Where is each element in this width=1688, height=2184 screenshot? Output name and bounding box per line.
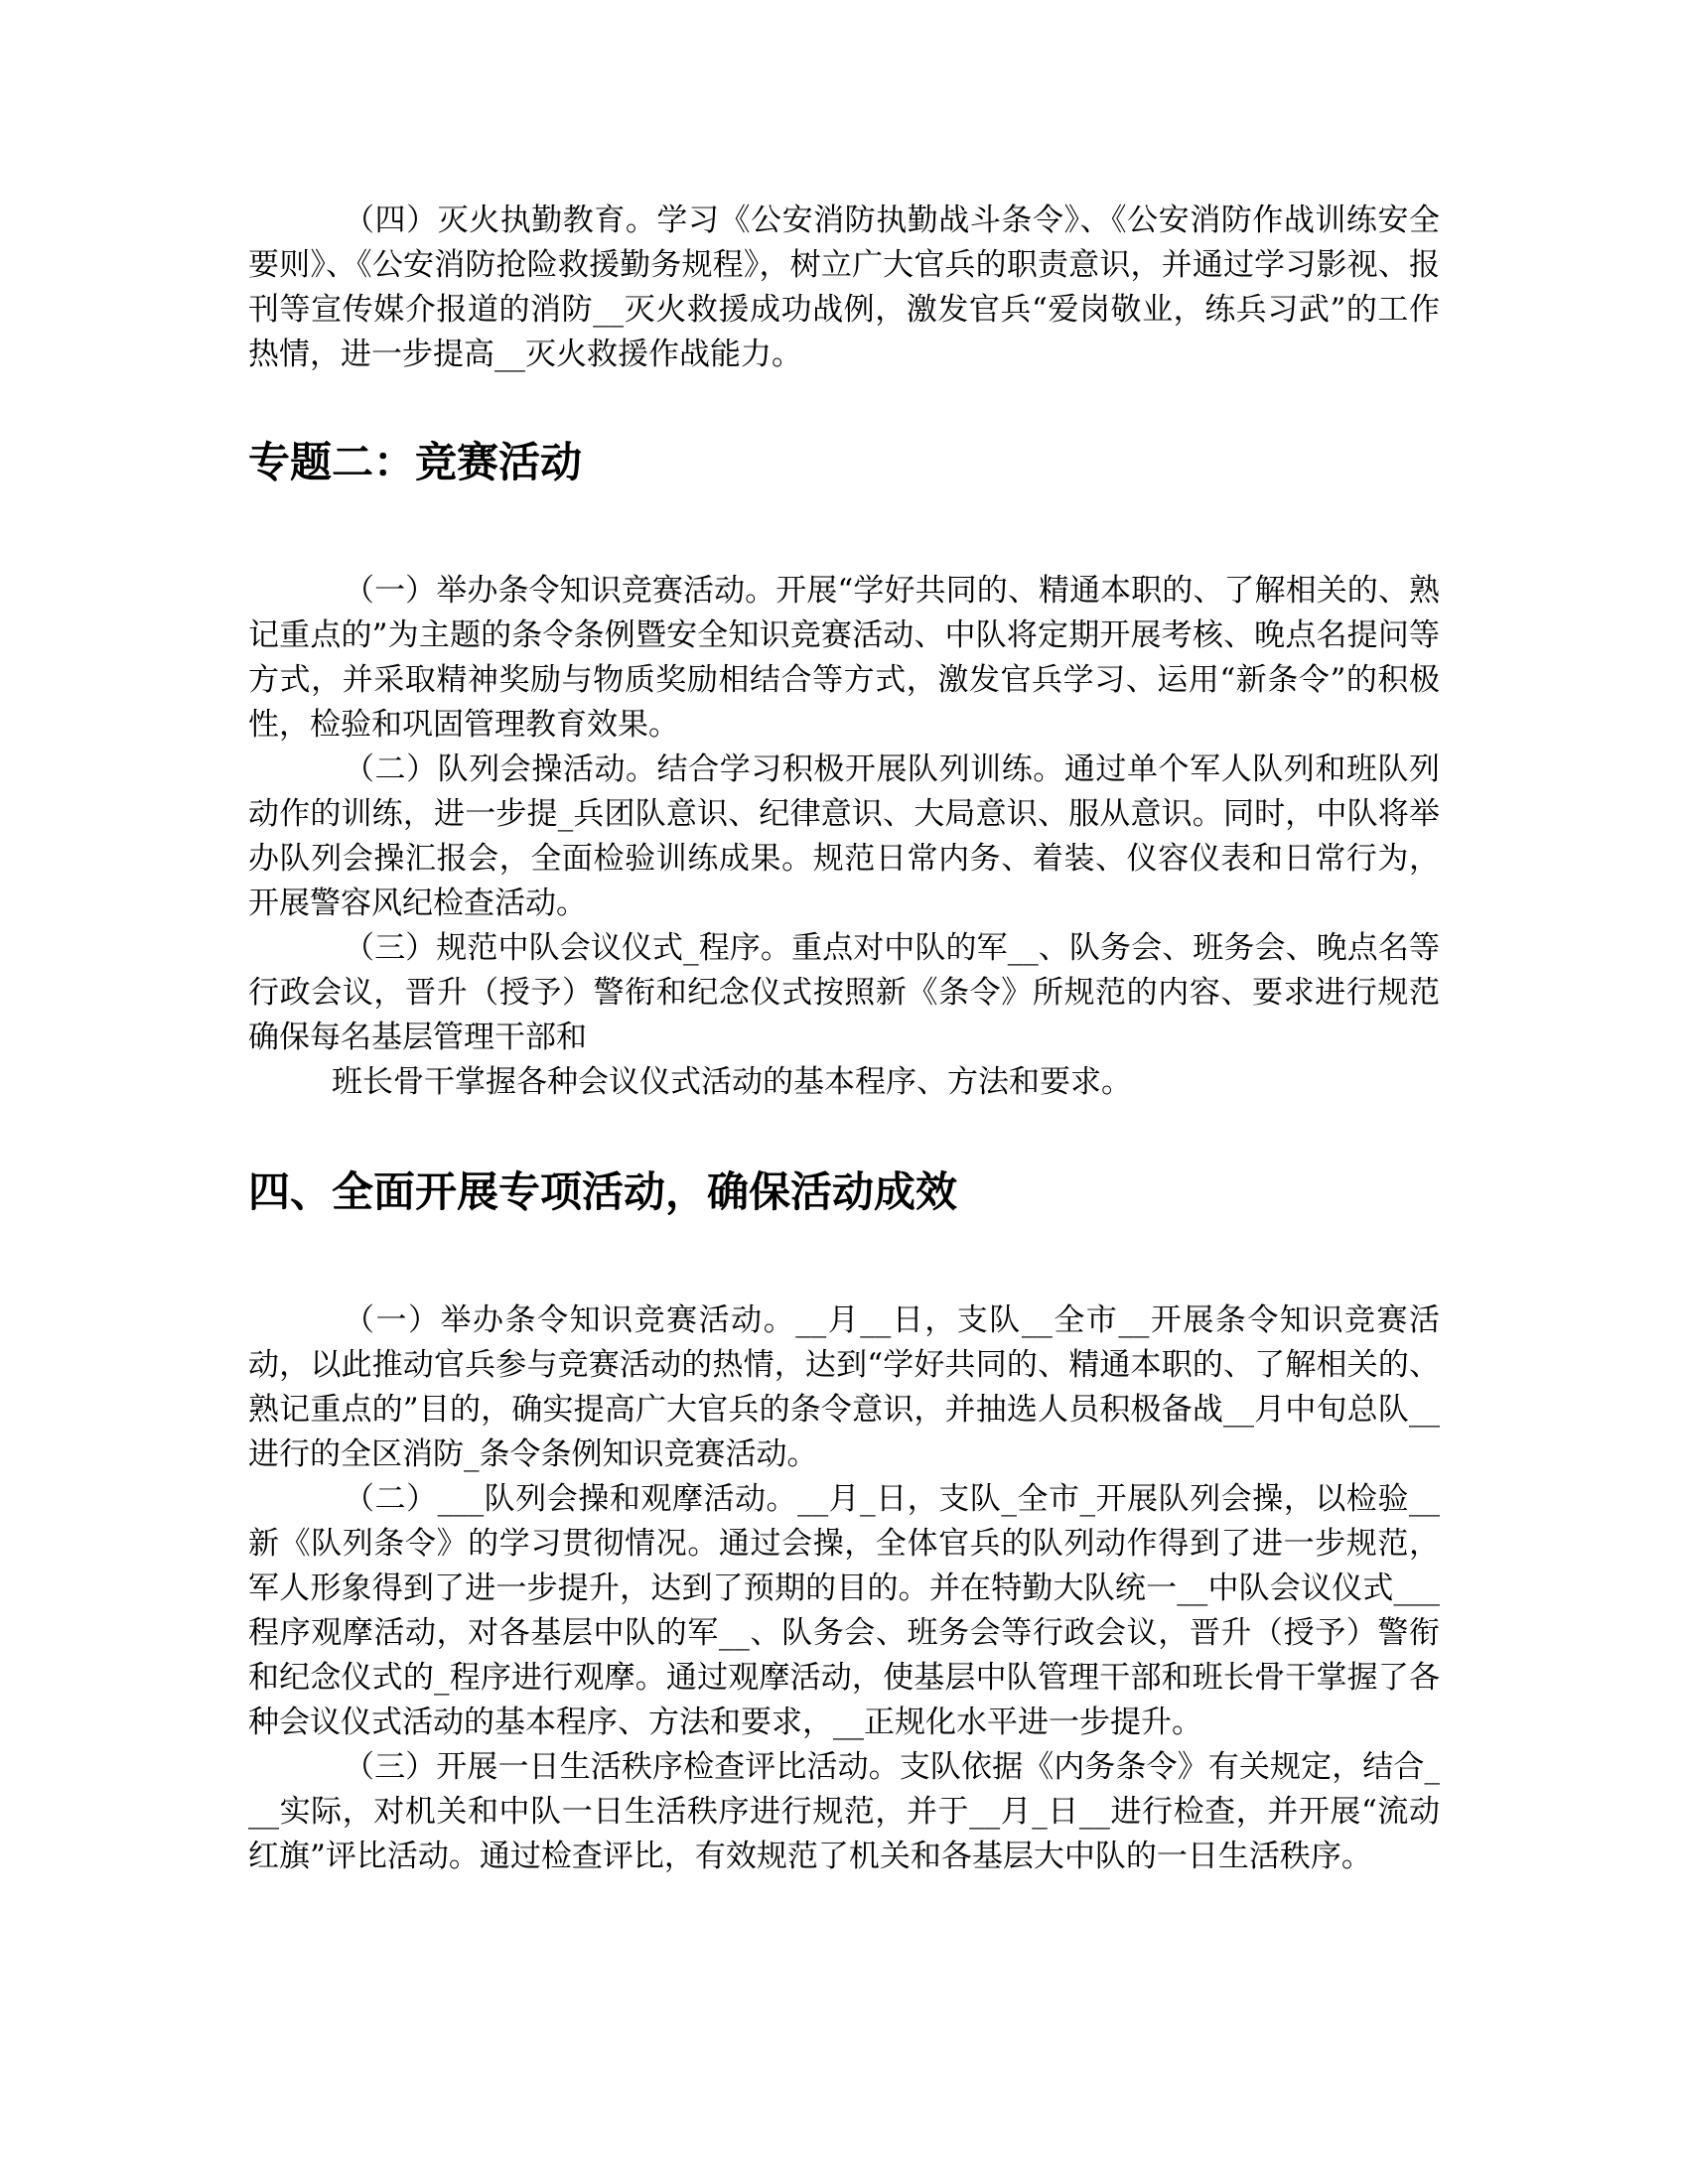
- paragraph-fire-duty-education: （四）灭火执勤教育。学习《公安消防执勤战斗条令》、《公安消防作战训练安全要则》、《公安消防抢险救援勤务规程》，树立广大官兵的职责意识，并通过学习影视、报刊等宣传媒介报道的消防__灭火救援成功战例，激发官兵“爱岗敬业，练兵习武”的工作热情，进一步提高__灭火救援作战能力。: [248, 203, 1440, 372]
- paragraph-daily-order-inspection: （三）开展一日生活秩序检查评比活动。支队依据《内务条令》有关规定，结合___实际，对机关和中队一日生活秩序进行规范，并于__月_日__进行检查，并开展“流动红旗”评比活动。通过检查评比，有效规范了机关和各基层大中队的一日生活秩序。: [248, 1749, 1440, 1874]
- section-four-body: [248, 1298, 1440, 1879]
- paragraph-meeting-ceremony-procedure: （三）规范中队会议仪式_程序。重点对中队的军__、队务会、班务会、晚点名等行政会议，晋升（授予）警衔和纪念仪式按照新《条令》所规范的内容、要求进行规范确保每名基层管理干部和: [248, 930, 1440, 1055]
- paragraph-drill-competition: （二）队列会操活动。结合学习积极开展队列训练。通过单个军人队列和班队列动作的训练，进一步提_兵团队意识、纪律意识、大局意识、服从意识。同时，中队将举办队列会操汇报会，全面检验训练成果。规范日常内务、着装、仪容仪表和日常行为，开展警容风纪检查活动。: [248, 751, 1440, 921]
- heading-section-four: 四、全面开展专项活动，确保活动成效: [248, 1167, 958, 1216]
- document-page: [248, 199, 1440, 1879]
- paragraph-knowledge-contest-event: （一）举办条令知识竞赛活动。__月__日，支队__全市__开展条令知识竞赛活动，以此推动官兵参与竞赛活动的热情，达到“学好共同的、精通本职的、了解相关的、熟记重点的”目的，确实提高广大官兵的条令意识，并抽选人员积极备战__月中旬总队__进行的全区消防_条令条例知识竞赛活动。: [248, 1302, 1440, 1472]
- paragraph-drill-observation-event: （二）___队列会操和观摩活动。__月_日，支队_全市_开展队列会操，以检验__新《队列条令》的学习贯彻情况。通过会操，全体官兵的队列动作得到了进一步规范，军人形象得到了进一步提升，达到了预期的目的。并在特勤大队统一__中队会议仪式___程序观摩活动，对各基层中队的军__、队务会、班务会等行政会议，晋升（授予）警衔和纪念仪式的_程序进行观摩。通过观摩活动，使基层中队管理干部和班长骨干掌握了各种会议仪式活动的基本程序、方法和要求，__正规化水平进一步提升。: [248, 1481, 1440, 1740]
- topic-two-section: [248, 569, 1440, 1105]
- paragraph-regulation-knowledge-contest: （一）举办条令知识竞赛活动。开展“学好共同的、精通本职的、了解相关的、熟记重点的”为主题的条令条例暨安全知识竞赛活动、中队将定期开展考核、晚点名提问等方式，并采取精神奖励与物质奖励相结合等方式，激发官兵学习、运用“新条令”的积极性，检验和巩固管理教育效果。: [248, 573, 1440, 743]
- heading-topic-two: 专题二：竞赛活动: [248, 438, 583, 486]
- paragraph-continuation: 班长骨干掌握各种会议仪式活动的基本程序、方法和要求。: [332, 1064, 1132, 1100]
- intro-section: [248, 199, 1440, 377]
